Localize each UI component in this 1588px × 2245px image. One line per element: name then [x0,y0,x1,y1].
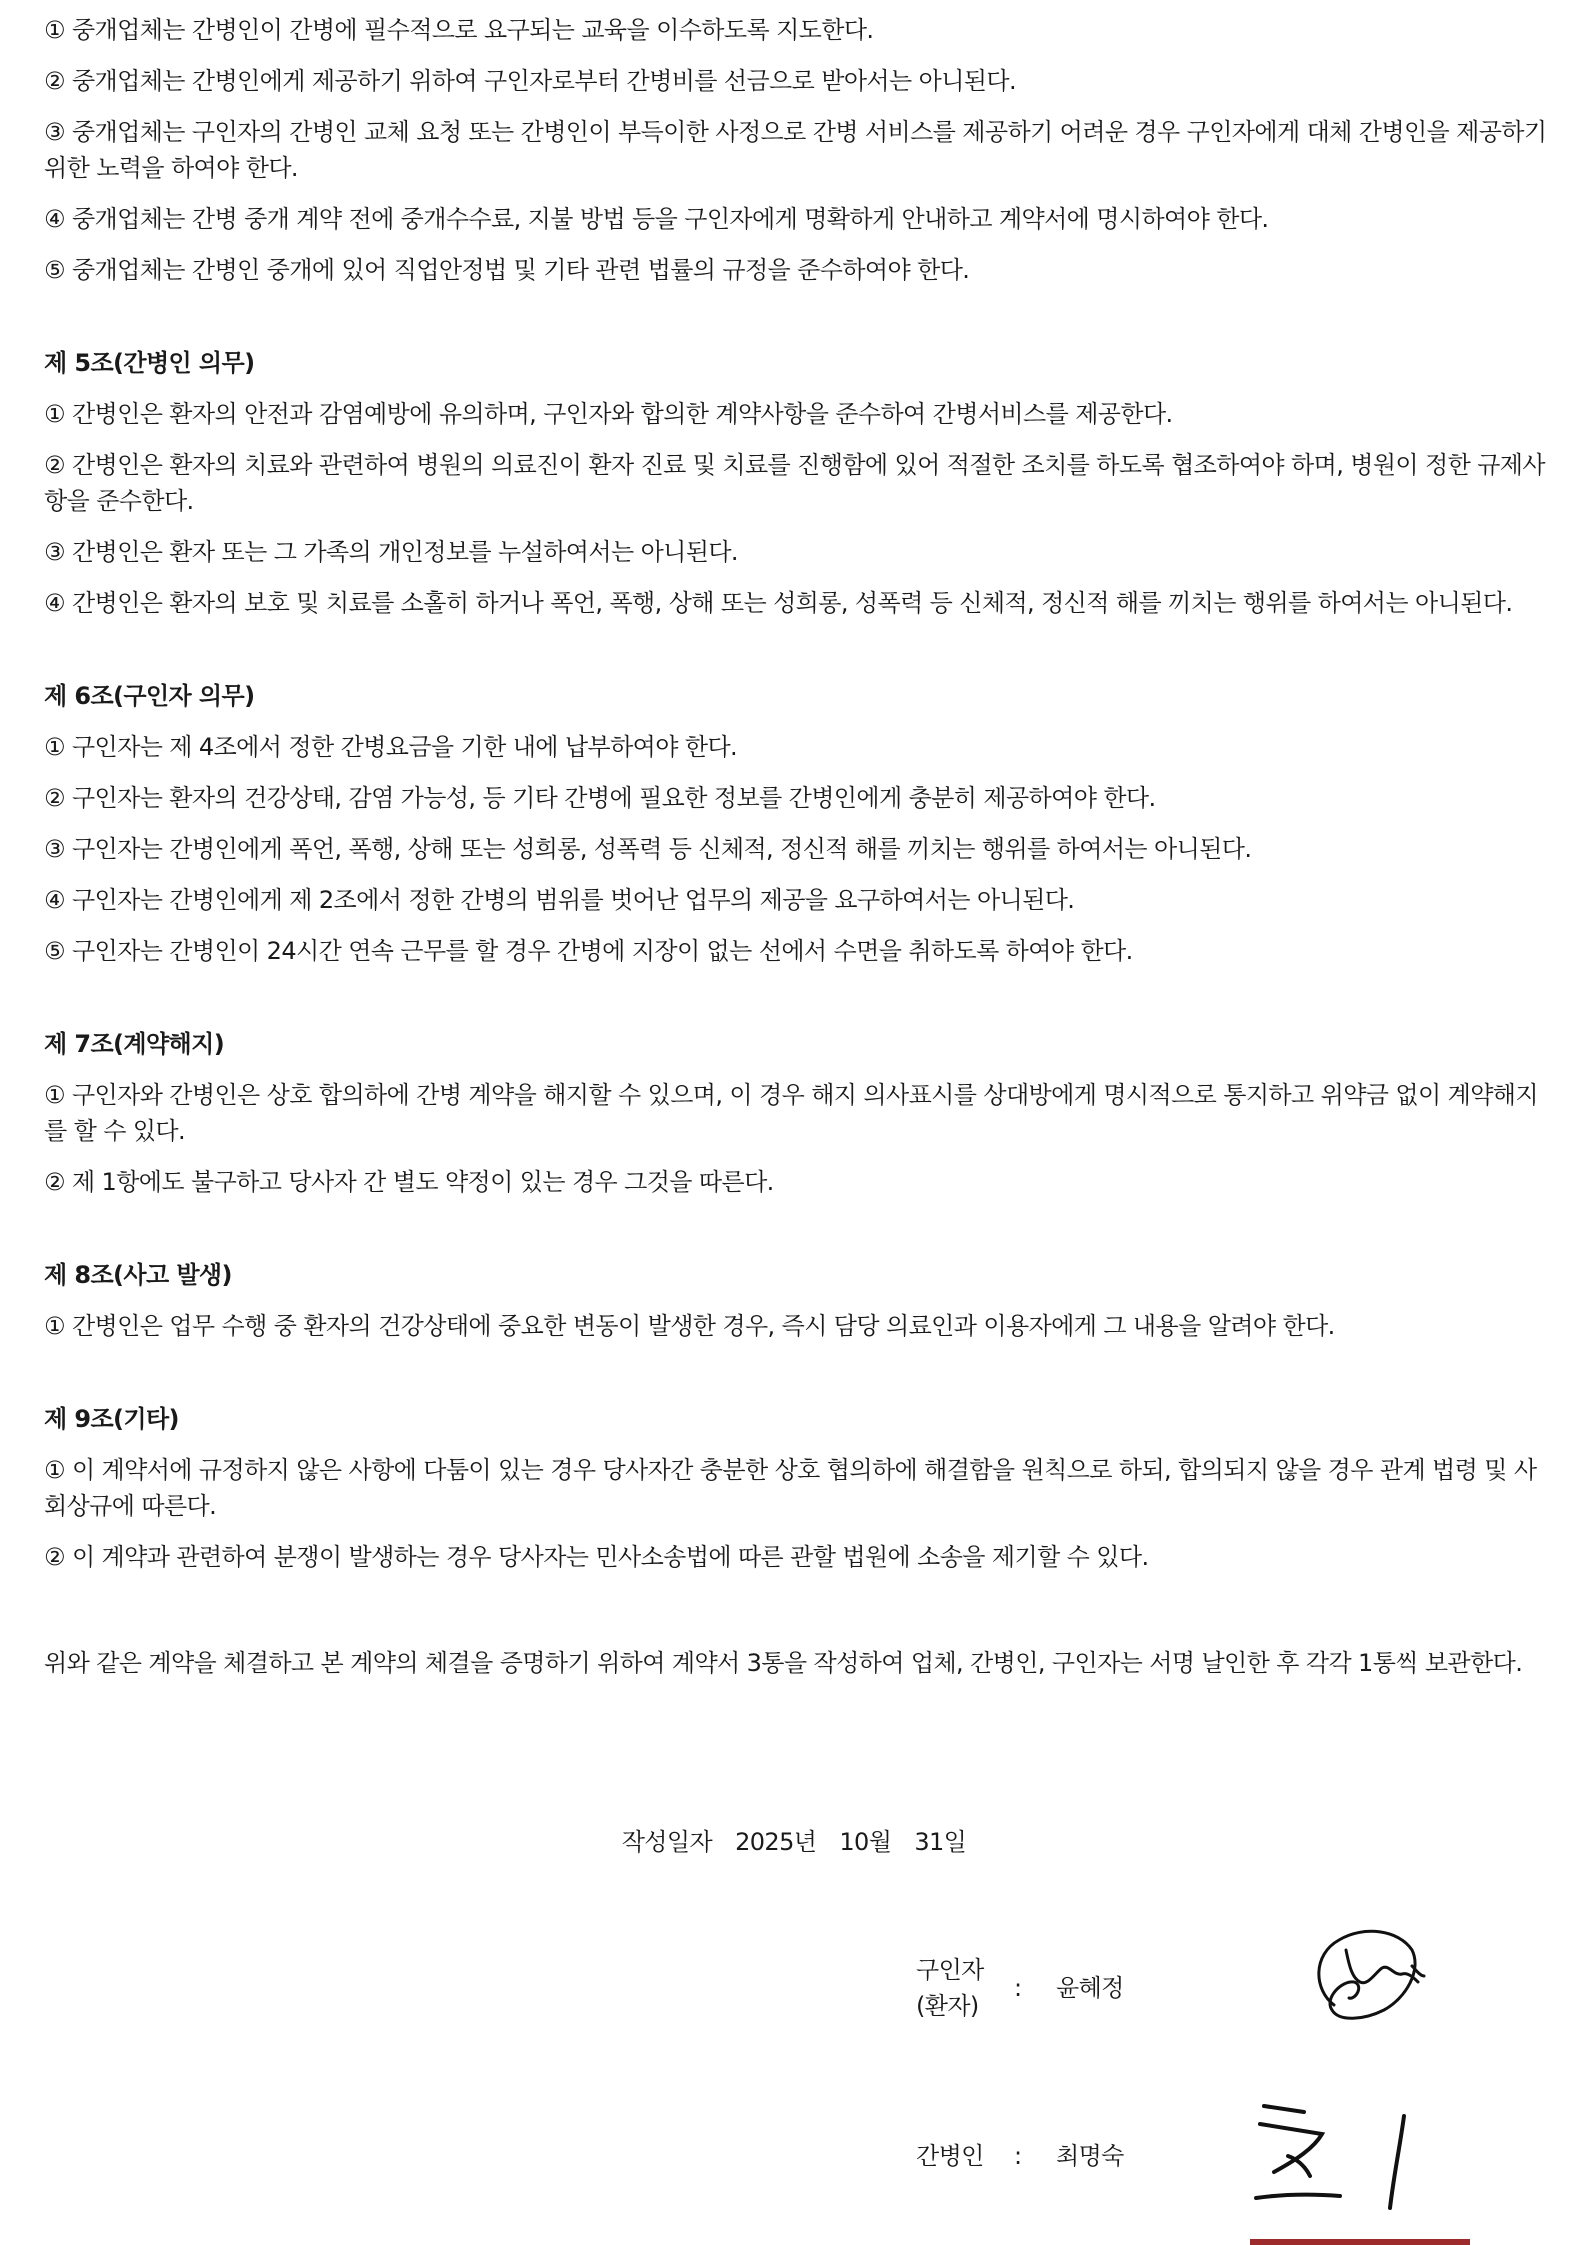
client-signature-image [1294,1910,1474,2040]
intro-item-5: ⑤ 중개업체는 간병인 중개에 있어 직업안정법 및 기타 관련 법률의 규정을 준수하여야 한다. [44,256,970,284]
article-7-item-2: ② 제 1항에도 불구하고 당사자 간 별도 약정이 있는 경우 그것을 따른다. [44,1168,774,1196]
caregiver-name: 최명숙 [1056,2142,1124,2170]
date-month: 10월 [839,1828,892,1856]
caregiver-signature-image [1244,2090,1464,2220]
client-label-line1: 구인자 [916,1956,984,1984]
article-5 [44,345,1554,621]
article-7-item-1: ① 구인자와 간병인은 상호 합의하에 간병 계약을 해지할 수 있으며, 이 경우 해지 의사표시를 상대방에게 명시적으로 통지하고 위약금 없이 계약해지를 할 수 있다. [44,1081,1538,1145]
caregiver-label: 간병인 [916,2142,984,2170]
intro-item-2: ② 중개업체는 간병인에게 제공하기 위하여 구인자로부터 간병비를 선금으로 받아서는 아니된다. [44,67,1016,95]
date-label: 작성일자 [621,1828,713,1856]
client-label-line2: (환자) [916,1992,979,2020]
article-8 [44,1257,1554,1344]
article-9-item-2: ② 이 계약과 관련하여 분쟁이 발생하는 경우 당사자는 민사소송법에 따른 관할 법원에 소송을 제기할 수 있다. [44,1543,1149,1571]
footer-accent-bar [1250,2239,1470,2245]
article-5-item-2: ② 간병인은 환자의 치료와 관련하여 병원의 의료진이 환자 진료 및 치료를 진행함에 있어 적절한 조치를 하도록 협조하여야 하며, 병원이 정한 규제사항을 준수한다. [44,451,1545,515]
article-6-item-3: ③ 구인자는 간병인에게 폭언, 폭행, 상해 또는 성희롱, 성폭력 등 신체적, 정신적 해를 끼치는 행위를 하여서는 아니된다. [44,835,1252,863]
article-7 [44,1026,1554,1200]
article-8-title: 제 8조(사고 발생) [44,1261,232,1289]
caregiver-colon: : [1014,2142,1022,2170]
section-gap [44,1215,1554,1257]
article-8-item-1: ① 간병인은 업무 수행 중 환자의 건강상태에 중요한 변동이 발생한 경우, 즉시 담당 의료인과 이용자에게 그 내용을 알려야 한다. [44,1312,1335,1340]
intro-item-1: ① 중개업체는 간병인이 간병에 필수적으로 요구되는 교육을 이수하도록 지도한다. [44,16,874,44]
section-gap [44,1359,1554,1401]
client-colon: : [1014,1974,1022,2002]
contract-page [44,0,1554,2170]
client-name: 윤혜정 [1056,1974,1124,2002]
article-6-item-1: ① 구인자는 제 4조에서 정한 간병요금을 기한 내에 납부하여야 한다. [44,733,738,761]
date-day: 31일 [914,1828,967,1856]
section-gap [44,303,1554,345]
date-year: 2025년 [735,1828,817,1856]
article-6-item-2: ② 구인자는 환자의 건강상태, 감염 가능성, 등 기타 간병에 필요한 정보를 간병인에게 충분히 제공하여야 한다. [44,784,1156,812]
closing-statement: 위와 같은 계약을 체결하고 본 계약의 체결을 증명하기 위하여 계약서 3통을 작성하여 업체, 간병인, 구인자는 서명 날인한 후 각각 1통씩 보관한다. [44,1649,1523,1677]
article-5-item-1: ① 간병인은 환자의 안전과 감염예방에 유의하며, 구인자와 합의한 계약사항을 준수하여 간병서비스를 제공한다. [44,400,1173,428]
article-6-item-4: ④ 구인자는 간병인에게 제 2조에서 정한 간병의 범위를 벗어난 업무의 제공을 요구하여서는 아니된다. [44,886,1075,914]
article-9 [44,1401,1554,1575]
date-line [44,1824,1544,1860]
article-6 [44,678,1554,969]
article-6-item-5: ⑤ 구인자는 간병인이 24시간 연속 근무를 할 경우 간병에 지장이 없는 선에서 수면을 취하도록 하여야 한다. [44,937,1133,965]
article-9-title: 제 9조(기타) [44,1405,179,1433]
intro-item-4: ④ 중개업체는 간병 중개 계약 전에 중개수수료, 지불 방법 등을 구인자에게 명확하게 안내하고 계약서에 명시하여야 한다. [44,205,1269,233]
section-gap [44,636,1554,678]
article-6-title: 제 6조(구인자 의무) [44,682,255,710]
client-label [916,1952,984,2024]
article-7-title: 제 7조(계약해지) [44,1030,225,1058]
intro-item-3: ③ 중개업체는 구인자의 간병인 교체 요청 또는 간병인이 부득이한 사정으로 간병 서비스를 제공하기 어려운 경우 구인자에게 대체 간병인을 제공하기 위한 노력을 하여야 한다. [44,118,1547,182]
section-gap [44,984,1554,1026]
article-5-title: 제 5조(간병인 의무) [44,349,255,377]
article-5-item-4: ④ 간병인은 환자의 보호 및 치료를 소홀히 하거나 폭언, 폭행, 상해 또는 성희롱, 성폭력 등 신체적, 정신적 해를 끼치는 행위를 하여서는 아니된다. [44,589,1513,617]
article-5-item-3: ③ 간병인은 환자 또는 그 가족의 개인정보를 누설하여서는 아니된다. [44,538,738,566]
article-9-item-1: ① 이 계약서에 규정하지 않은 사항에 다툼이 있는 경우 당사자간 충분한 상호 협의하에 해결함을 원칙으로 하되, 합의되지 않을 경우 관계 법령 및 사회상규에 따른다. [44,1456,1537,1520]
